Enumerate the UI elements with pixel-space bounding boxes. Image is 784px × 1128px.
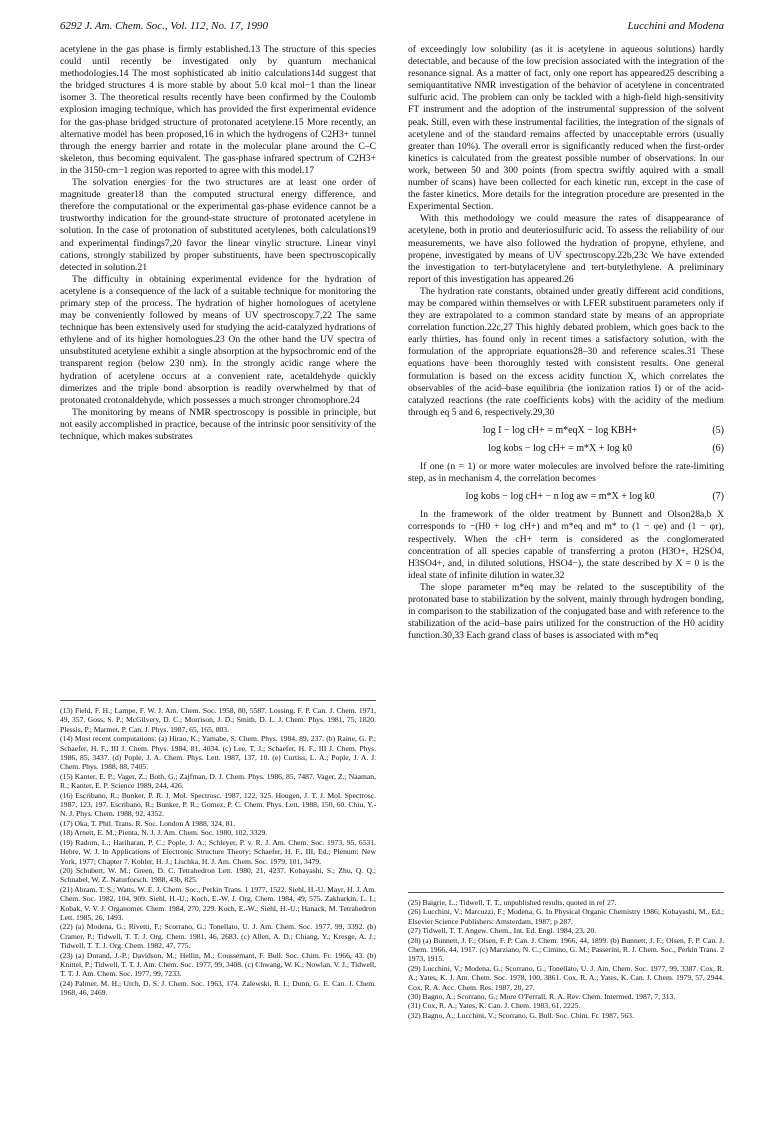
reference: (30) Bagno, A.; Scorrano, G.; More O'Ferrall, R. A. Rev. Chem. Intermed. 1987, 7, 313. — [408, 992, 676, 1002]
paragraph: The hydration rate constants, obtained under greatly different acid conditions, may be compared within themselves or with LFER substituent parameters only if they are extrapolated to a common standard state by means of an appropriate correlation function.22c,27 This highly debated problem, which goes back to the early thirties, has found only in recent times a satisfactory solution, with the formulation of the appropriate equations28–30 and reference scales.31 These equations have been thoroughly tested with consistent results. One general formulation is based on the excess acidity function X, which correlates the observables of the acid–base equilibria (the ionization ratios I) or of the acid-catalyzed reactions (the rate coefficients kobs) with the acidity of the medium through eq 5 and 6, respectively.29,30 — [408, 285, 724, 418]
reference: (29) Lucchini, V.; Modena, G.; Scorrano, G.; Tonellato, U. J. Am. Chem. Soc. 1977, 99, 3387. Cox, R. A.; Yates, K. J. Am. Chem. Soc. 1978, 100, 3861. Cox, R. A.; Yates, K. Can. J. Chem. 1979, 57, 2944. Cox, R. A. Acc. Chem. Res. 1987, 20, 27. — [408, 963, 724, 992]
reference: (13) Field, F. H.; Lampe, F. W. J. Am. Chem. Soc. 1958, 80, 5587. Lossing, F. P. Can. J. Chem. 1971, 49, 357. Goss, S. P.; McGilvery, D. C.; Morrison, J. D.; Smith, D. L. J. Chem. Phys. 1981, 75, 1820. Plessis, P.; Marmet, P. Can. J. Phys. 1987, 65, 165, 803. — [60, 706, 376, 734]
paragraph: The slope parameter m*eq may be related to the susceptibility of the protonated base to stabilization by the solvent, mainly through hydrogen bonding, in comparison to the stabilization of the conjugated base and with reference to the stabilization of the acid–base pairs utilized for the construction of the H0 acidity function.30,33 Each grand class of bases is associated with m*eq — [408, 581, 724, 642]
reference: (25) Baigrie, L.; Tidwell, T. T., unpublished results, quoted in ref 27. — [408, 898, 617, 907]
left-column — [60, 44, 376, 443]
reference: (23) (a) Durand, J.-P.; Davidson, M.; Hellin, M.; Coussemant, F. Bull. Soc. Chim. Fr. 1966, 43. (b) Knittel, P.; Tidwell, T. T. J. Am. Chem. Soc. 1977, 99, 3408. (c) Chwang, W. K.; Nowlan, V. J.; Tidwell, T. T. J. Am. Chem. Soc. 1977, 99, 7233. — [60, 950, 376, 979]
equation-text: log kobs − log cH+ = m*X + log k0 — [488, 443, 633, 454]
reference: (14) Most recent computations: (a) Hirao, K.; Yamabe, S. Chem. Phys. 1984, 89, 237. (b) Raine, G. P.; Schaefer, H. F., III J. Chem. Phys. 1984, 81, 4034. (c) Lee, T. J.; Schaefer, H. F., III J. Chem. Phys. 1986, 85, 3437. (d) Pople, J. A. Chem. Phys. Lett. 1987, 137, 10. (e) Curtiss, L. A.; Pople, J. A. J. Chem. Phys. 1988, 88, 7405. — [60, 734, 376, 772]
equation-text: log I − log cH+ = m*eqX − log KBH+ — [482, 424, 638, 436]
equation-5 — [408, 425, 724, 437]
reference: (28) (a) Bunnett, J. F.; Olsen, F. P. Can. J. Chem. 1966, 44, 1899. (b) Bunnett, J. F.; Olsen, F. P. Can. J. Chem. 1966, 44, 1917. (c) Marziano, N. C.; Cimino, G. M.; Passerini, R. J. Chem. Soc., Perkin Trans. 2 1973, 1915. — [408, 935, 724, 964]
reference: (31) Cox, R. A.; Yates, K. Can. J. Chem. 1983, 61, 2225. — [408, 1001, 581, 1011]
journal-citation: 6292 J. Am. Chem. Soc., Vol. 112, No. 17, 1990 — [60, 20, 268, 32]
reference: (27) Tidwell, T. T. Angew. Chem., Int. Ed. Engl. 1984, 23, 20. — [408, 926, 597, 936]
paragraph: The difficulty in obtaining experimental evidence for the hydration of acetylene is a consequence of the lack of a suitable technique for monitoring the primary step of the process. The hydration of higher homologues of acetylene may be conveniently followed by means of UV spectroscopy.7,22 The same technique has been extensively used for studying the acid-catalyzed hydrations of ethylene and of its higher homologues.23 On the other hand the UV spectra of unsubstituted acetylene exhibit a single absorption at the hypsochromic end of the transparent region (below 230 nm). In the strongly acidic range where the hydration of acetylene occurs at a convenient rate, acetaldehyde quickly dimerizes and the triple bond absorption is readily overwhelmed by that of protonated crotonaldehyde, which possesses a much stronger chromophore.24 — [60, 273, 376, 406]
reference: (20) Schubert, W. M.; Green, D. C. Tetrahedron Lett. 1980, 21, 4237. Kobayashi, S.; Zhu, Q. Q.; Schnabel, W. Z. Naturforsch. 1988, 43b, 825. — [60, 865, 376, 885]
paragraph: of exceedingly low solubility (as it is acetylene in aqueous solutions) hardly detectable, and because of the low precision associated with the integration of the resonance signal. As a matter of fact, only one report has appeared25 describing a semiquantitative NMR investigation of the behavior of acetylene in concentrated sulfuric acid. The problem can only be tackled with a high-field high-sensitivity FT instrument and the adoption of the instrumental suppression of the solvent peak. Still, even with these instrumental facilities, the integration of the signals of acetylene and of the standard remains affected by unacceptable errors (usually greater than 10%). The overall error is significantly reduced when the first-order kinetics is calculated from the greatest possible number of observations. In our work, between 50 and 300 points (from spectra swiftly aquired with a small number of scans) have been collected for each kinetic run, except in the case of the faster kinetics. More details for the integration procedure are presented in the Experimental Section. — [408, 44, 724, 213]
equation-number: (7) — [712, 491, 724, 503]
reference: (15) Kanter, E. P.; Vager, Z.; Both, G.; Zajfman, D. J. Chem. Phys. 1986, 85, 7487. Vager, Z.; Naaman, R.; Kanter, E. P. Science 1989, 244, 426. — [60, 771, 376, 791]
reference: (24) Palmer, M. H.; Urch, D. S. J. Chem. Soc. 1963, 174. Zalewski, R. I.; Dunn, G. E. Can. J. Chem. 1968, 46, 2469. — [60, 978, 376, 998]
paragraph: acetylene in the gas phase is firmly established.13 The structure of this species could until recently be investigated only by quantum mechanical methodologies.14 The most sophisticated ab initio calculations14d suggest that the bridged structures 4 is more stable by about 5.0 kcal mol−1 than the linear isomer 3. The theoretical results recently have been confirmed by the Coulomb explosion imaging technique, which has provided the first experimental evidence for the gas-phase bridged structure of protonated acetylene.15 More recently, an alternative model has been proposed,16 in which the hydrogens of C2H3+ tunnel through the energy barrier and rotate in the molecular plane around the C–C skeleton, thus becoming equivalent. The gas-phase infrared spectrum of C2H3+ in the 3150-cm−1 region was reported to agree with this model.17 — [60, 44, 376, 176]
reference: (18) Arnett, E. M.; Pienta, N. J. J. Am. Chem. Soc. 1980, 102, 3329. — [60, 828, 268, 838]
reference: (21) Abram, T. S.; Watts, W. E. J. Chem. Soc., Perkin Trans. 1 1977, 1522. Siehl, H.-U. Mayr, H. J. Am. Chem. Soc. 1982, 104, 909. Siehl, H.-U.; Koch, E.-W. J. Org. Chem. 1984, 49, 575. Zakharkin, L. I.; Kobak, V. V. J. Organomet. Chem. 1984, 270, 229. Koch, E.-W.; Siehl, H.-U.; Hanack, M. Tetrahedron Lett. 1985, 26, 1493. — [60, 884, 376, 922]
equation-6 — [408, 443, 724, 455]
reference: (17) Oka, T. Phil. Trans. R. Soc. London A 1988, 324, 81. — [60, 818, 236, 828]
paragraph: In the framework of the older treatment by Bunnett and Olson28a,b X corresponds to −(H0 + log cH+) and m*eq and m* to (1 − φe) and (1 − φr), respectively. When the cH+ term is considered as the conglomerated concentration of all species capable of transferring a proton (H3O+, H2SO4, H3SO4+, and, in diluted solutions, HSO4−), the state described by X = 0 is the ideal state of infinite dilution in water.32 — [408, 509, 724, 581]
reference: (22) (a) Modena, G.; Rivetti, F.; Scorrano, G.; Tonellato, U. J. Am. Chem. Soc. 1977, 99, 3392. (b) Cramer, P.; Tidwell, T. T. J. Org. Chem. 1981, 46, 2683. (c) Allen, A. D.; Chiang, Y.; Kresge, A. J.; Tidwell, T. T. J. Org. Chem. 1982, 47, 775. — [60, 922, 376, 951]
page-header — [60, 20, 724, 36]
authors: Lucchini and Modena — [627, 20, 724, 32]
right-column — [408, 44, 724, 642]
equation-7 — [408, 491, 724, 503]
paragraph: The monitoring by means of NMR spectroscopy is possible in principle, but not easily accomplished in practice, because of the intrinsic poor sensitivity of the technique, which makes substrates — [60, 406, 376, 442]
paragraph: If one (n = 1) or more water molecules are involved before the rate-limiting step, as in mechanism 4, the correlation becomes — [408, 461, 724, 485]
paragraph: The solvation energies for the two structures are at least one order of magnitude greater18 than the computed structural energy difference, and therefore the computational or the experimental gas-phase evidence cannot be a trustworthy indication for the ground-state structure of protonated acetylene in solution. In the case of protonation of substituted acetylenes, both calculations19 and experimental findings7,20 favor the linear vinylic structure. Linear vinyl cations, strongly stabilized by proper substituents, have been spectroscopically detected in solution.21 — [60, 177, 376, 273]
equation-number: (6) — [712, 443, 724, 454]
equation-text: log kobs − log cH+ − n log aw = m*X + log k0 — [465, 491, 655, 503]
reference: (26) Lucchini, V.; Marcuzzi, F.; Modena, G. In Physical Organic Chemistry 1986; Kobayashi, M., Ed.; Elsevier Science Publishers: Amsterdam, 1987; p 287. — [408, 907, 724, 926]
reference: (16) Escribano, R.; Bunker, P. R. J. Mol. Spectrosc. 1987, 122, 325. Hougen, J. T. J. Mol. Spectrosc. 1987, 123, 197. Escribano, R.; Bunker, P. R.; Gomez, P. C. Chem. Phys. Lett. 1988, 150, 60. Chiu, Y.-N. J. Phys. Chem. 1988, 92, 4352. — [60, 790, 376, 819]
paragraph: With this methodology we could measure the rates of disappearance of acetylene, both in protio and deuteriosulfuric acid. To assess the reliability of our measurements, we have also followed the hydration of propyne, ethylene, and propene, investigated by means of UV spectroscopy.22b,23c We have extended the investigation to tert-butylacetylene and tert-butylethylene. A preliminary report of this investigation has appeared.26 — [408, 213, 724, 285]
equation-number: (5) — [712, 424, 724, 436]
reference: (32) Bagno, A.; Lucchini, V.; Scorrano, G. Bull. Soc. Chim. Fr. 1987, 563. — [408, 1010, 634, 1020]
reference: (19) Radom, L.; Hariharan, P. C.; Pople, J. A.; Schleyer, P. v. R. J. Am. Chem. Soc. 1973, 95, 6531. Hehre, W. J. In Applications of Electronic Structure Theory; Schaefer, H. F., III, Ed.; Plenum: New York, 1977; Chapter 7. Kohler, H. J.; Lischka, H. J. Am. Chem. Soc. 1979, 101, 3479. — [60, 837, 376, 866]
references-right — [408, 892, 724, 1020]
references-left — [60, 700, 376, 998]
